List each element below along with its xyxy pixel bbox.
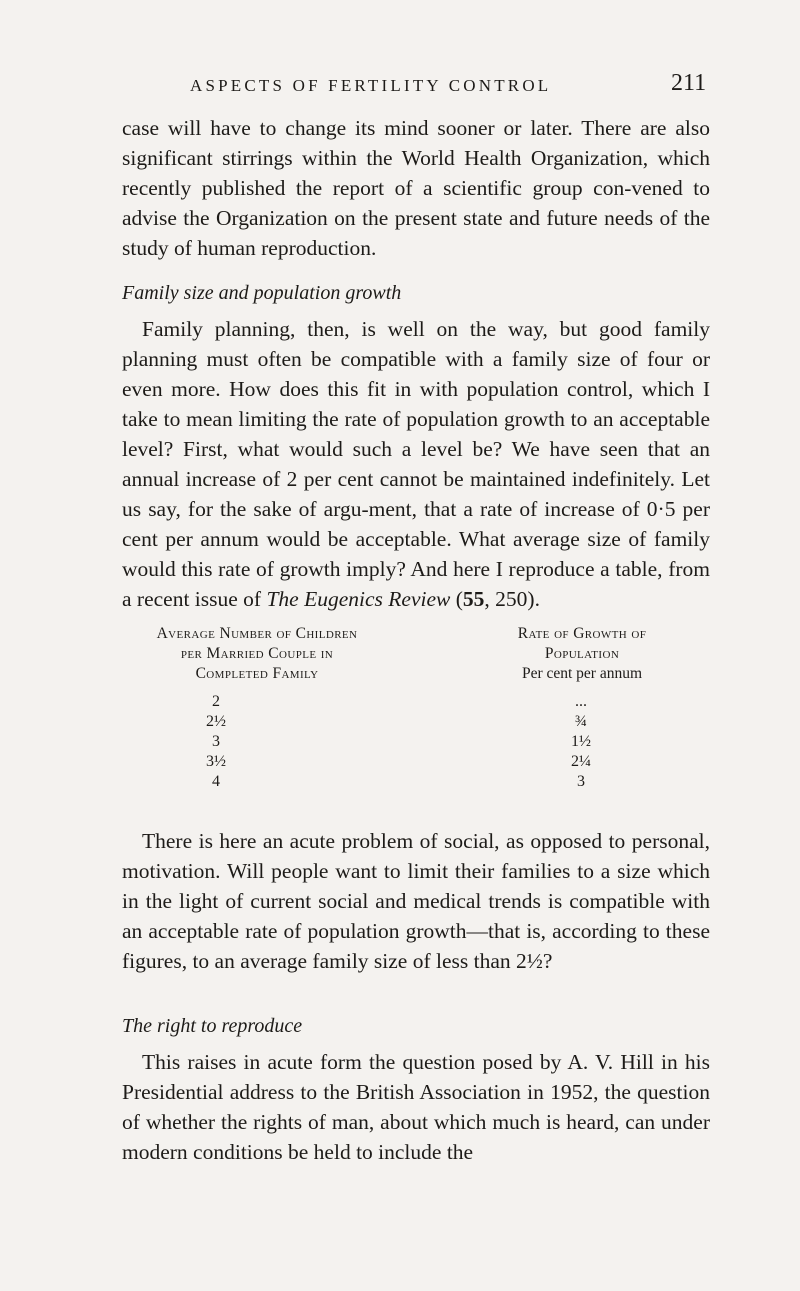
table-right-header xyxy=(447,624,717,684)
table-cell-rate: ... xyxy=(575,693,587,710)
table-right-subheader: Per cent per annum xyxy=(521,665,643,682)
page-number: 211 xyxy=(671,70,707,96)
paragraph-1: case will have to change its mind sooner or later. There are also significant stirrings within the World Health Organization, which recently published the report of a scientific group con-vened to advise the Organization on the present state and future needs of the study of human reproduction. xyxy=(122,116,710,260)
table-cell-children: 3 xyxy=(212,733,220,750)
table-right-header-line: Population xyxy=(544,645,620,662)
table-cell-children: 3½ xyxy=(206,753,226,770)
section-heading-right-to-reproduce: The right to reproduce xyxy=(122,1015,303,1037)
journal-title: The Eugenics Review xyxy=(266,587,451,611)
citation-open: ( xyxy=(450,587,463,611)
citation-volume: 55 xyxy=(462,587,485,611)
paragraph-2-text: Family planning, then, is well on the way, but good family planning must often be compatible with a family size of four or even more. How does this fit in with population control, which I take to mean limiting the rate of population growth to an acceptable level? First, what would such a level be? We have seen that an annual increase of 2 per cent cannot be maintained indefinitely. Let us say, for the sake of argu-ment, that a rate of increase of 0·5 per cent per annum would be acceptable. What average size of family would this rate of growth imply? And here I reproduce a table, from a recent issue of xyxy=(122,317,710,611)
table-left-header-line: per Married Couple in xyxy=(180,645,334,662)
table-cell-rate: ¾ xyxy=(575,713,587,730)
section-heading-family-size: Family size and population growth xyxy=(122,282,402,304)
paragraph-4: This raises in acute form the question posed by A. V. Hill in his Presidential address to the British Association in 1952, the question of whether the rights of man, about which much is heard, can under modern conditions be held to include the xyxy=(122,1050,710,1164)
paragraph-3: There is here an acute problem of social, as opposed to personal, motivation. Will people want to limit their families to a size which in the light of current social and medical trends is compatible with an acceptable rate of population growth—that is, according to these figures, to an average family size of less than 2½? xyxy=(122,829,710,973)
table-cell-rate: 3 xyxy=(577,773,585,790)
running-title: ASPECTS OF FERTILITY CONTROL xyxy=(190,76,552,95)
citation-rest: , 250). xyxy=(484,587,540,611)
table-cell-children: 2 xyxy=(212,693,220,710)
fertility-table xyxy=(122,624,710,824)
table-cell-rate: 1½ xyxy=(571,733,591,750)
table-left-header xyxy=(122,624,392,684)
table-left-header-line: Completed Family xyxy=(195,665,319,682)
table-cell-children: 4 xyxy=(212,773,220,790)
table-cell-rate: 2¼ xyxy=(571,753,591,770)
table-left-header-line: Average Number of Children xyxy=(156,625,358,642)
paragraph-2 xyxy=(122,314,710,614)
running-head xyxy=(0,70,800,102)
table-right-header-line: Rate of Growth of xyxy=(517,625,647,642)
table-cell-children: 2½ xyxy=(206,713,226,730)
